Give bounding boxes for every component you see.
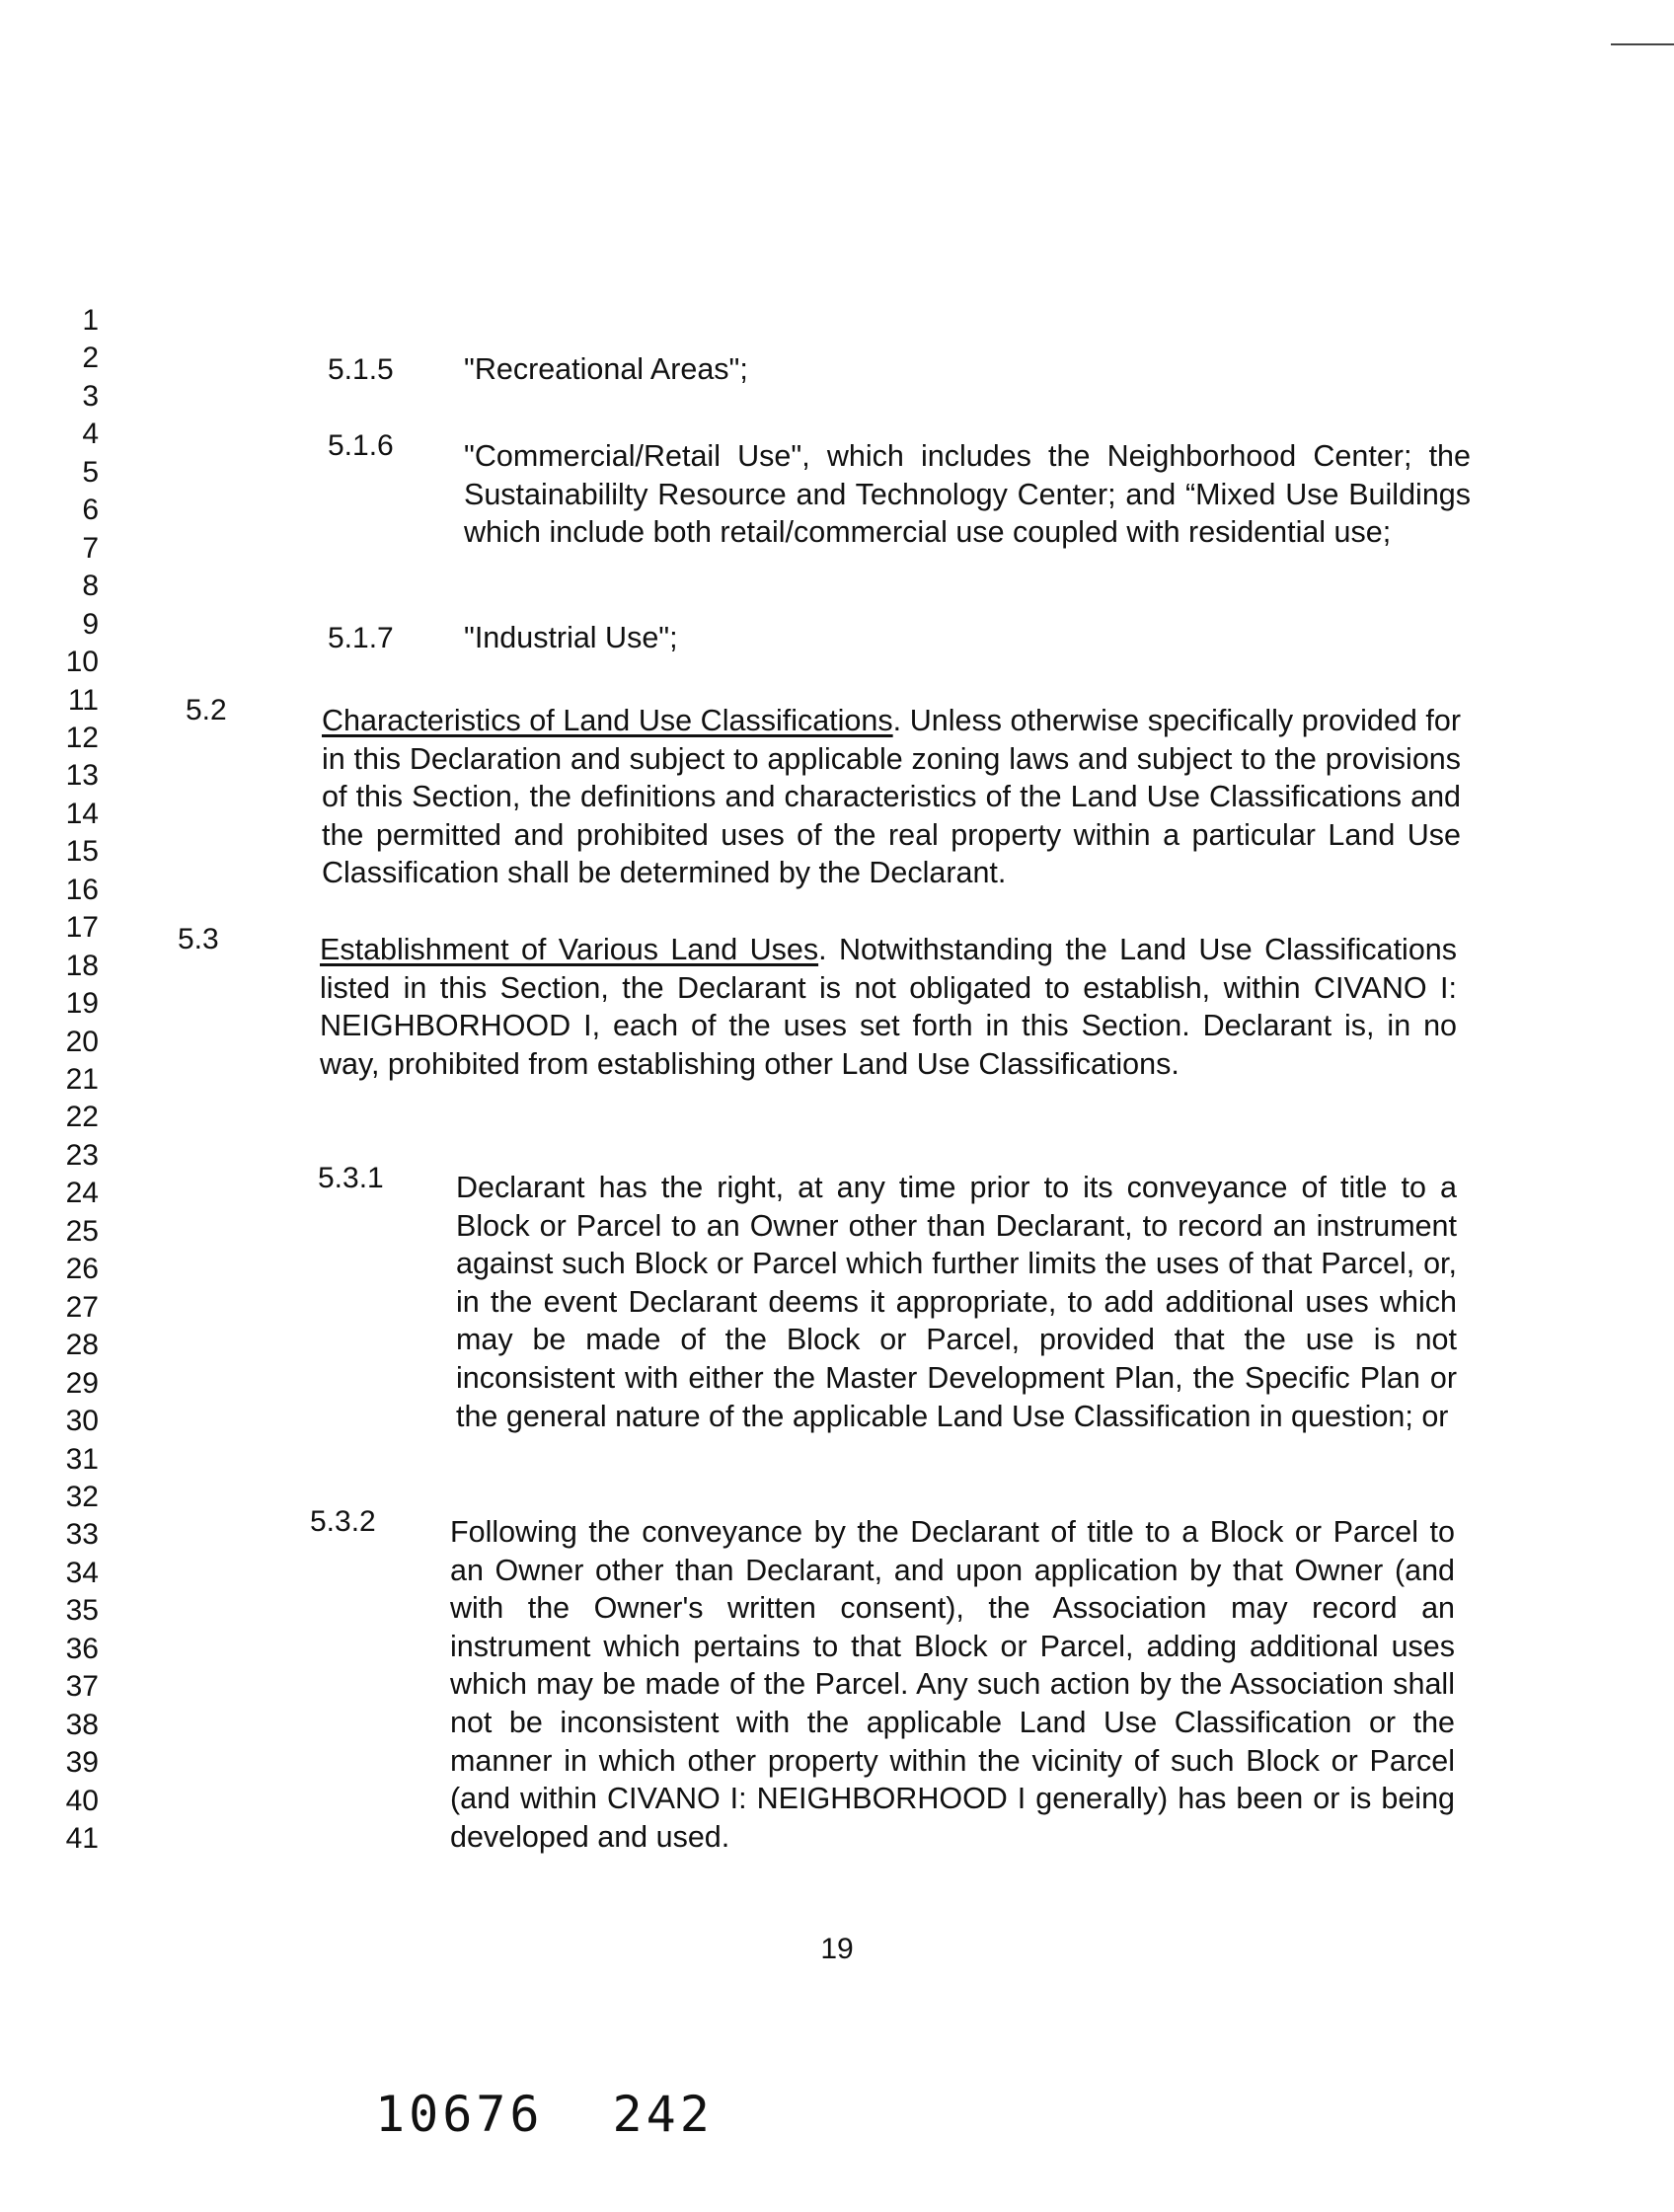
section-5-1-5-text: "Recreational Areas"; bbox=[464, 352, 748, 386]
line-number: 24 bbox=[65, 1177, 99, 1210]
section-5-3-number: 5.3 bbox=[178, 923, 219, 955]
line-number: 23 bbox=[65, 1138, 99, 1172]
line-number: 8 bbox=[82, 570, 99, 603]
section-5-3-text: . Notwithstanding the Land Use Classifications listed in this Section, the Declarant is not obligated to establish, within CIVANO I: NEIGHBORHOOD I, each of the uses set forth in this Section. Declarant is, in no way, prohibited from establishing other Land Use Classifications. bbox=[320, 933, 1457, 1081]
section-5-3-2-number: 5.3.2 bbox=[310, 1505, 376, 1538]
section-5-2-paragraph bbox=[322, 702, 1461, 892]
line-number: 36 bbox=[65, 1632, 99, 1665]
line-number: 38 bbox=[65, 1708, 99, 1741]
line-number: 26 bbox=[65, 1253, 99, 1286]
line-number: 9 bbox=[82, 607, 99, 641]
line-number: 29 bbox=[65, 1366, 99, 1400]
line-number: 1 bbox=[82, 304, 99, 337]
section-5-3-1-number: 5.3.1 bbox=[318, 1162, 384, 1194]
line-number: 16 bbox=[65, 873, 99, 906]
line-number: 17 bbox=[65, 911, 99, 945]
recording-book-number: 10676 bbox=[375, 2086, 544, 2143]
line-number: 5 bbox=[82, 455, 99, 489]
line-number: 14 bbox=[65, 797, 99, 830]
line-number: 2 bbox=[82, 342, 99, 375]
section-5-3-paragraph bbox=[320, 931, 1457, 1083]
line-number: 27 bbox=[65, 1290, 99, 1324]
line-number: 31 bbox=[65, 1442, 99, 1476]
line-number: 4 bbox=[82, 418, 99, 451]
line-number: 7 bbox=[82, 531, 99, 565]
section-5-2-number: 5.2 bbox=[186, 694, 227, 726]
line-number: 6 bbox=[82, 494, 99, 527]
line-number: 21 bbox=[65, 1063, 99, 1096]
page-number: 19 bbox=[820, 1933, 854, 1965]
line-number: 30 bbox=[65, 1405, 99, 1438]
line-number: 22 bbox=[65, 1101, 99, 1134]
line-number: 41 bbox=[65, 1822, 99, 1855]
line-number: 34 bbox=[65, 1556, 99, 1589]
section-5-3-2-text: Following the conveyance by the Declarant of title to a Block or Parcel to an Owner other than Declarant, and upon application by that Owner (and with the Owner's written consent), the Association may record an instrument which pertains to that Block or Parcel, adding additional uses which may be made of the Parcel. Any such action by the Association shall not be inconsistent with the applicable Land Use Classification or the manner in which other property within the vicinity of such Block or Parcel (and within CIVANO I: NEIGHBORHOOD I generally) has been or is being developed and used. bbox=[450, 1515, 1455, 1854]
line-number: 11 bbox=[67, 683, 99, 717]
section-5-3-heading: Establishment of Various Land Uses bbox=[320, 933, 819, 966]
recording-page-number: 242 bbox=[612, 2086, 714, 2143]
section-5-3-1-text: Declarant has the right, at any time prior to its conveyance of title to a Block or Parcel to an Owner other than Declarant, to record an instrument against such Block or Parcel which further limits the uses of that Parcel, or, in the event Declarant deems it appropriate, to add additional uses which may be made of the Block or Parcel, provided that the use is not inconsistent with either the Master Development Plan, the Specific Plan or the general nature of the applicable Land Use Classification in question; or bbox=[456, 1171, 1457, 1433]
line-number: 25 bbox=[65, 1214, 99, 1248]
section-5-1-6-number: 5.1.6 bbox=[328, 429, 394, 462]
section-5-2-heading: Characteristics of Land Use Classifications bbox=[322, 704, 893, 737]
line-number: 35 bbox=[65, 1594, 99, 1628]
line-number: 20 bbox=[65, 1025, 99, 1058]
scan-corner-mark bbox=[1611, 43, 1674, 45]
line-number: 13 bbox=[65, 759, 99, 793]
line-number: 18 bbox=[65, 949, 99, 982]
line-number: 19 bbox=[65, 987, 99, 1021]
line-number: 10 bbox=[65, 646, 99, 679]
line-number: 39 bbox=[65, 1746, 99, 1780]
recording-stamp bbox=[375, 2085, 714, 2144]
section-5-2-text: . Unless otherwise specifically provided for in this Declaration and subject to applicable zoning laws and subject to the provisions of this Section, the definitions and characteristics of the Land Use Classifications and the permitted and prohibited uses of the real property within a particular Land Use Classification shall be determined by the Declarant. bbox=[322, 704, 1461, 890]
section-5-1-7-text: "Industrial Use"; bbox=[464, 621, 678, 654]
line-number: 12 bbox=[65, 721, 99, 754]
line-number: 28 bbox=[65, 1329, 99, 1362]
line-number: 15 bbox=[65, 835, 99, 869]
line-number: 32 bbox=[65, 1480, 99, 1513]
section-5-1-6-text: "Commercial/Retail Use", which includes the Neighborhood Center; the Sustainabililty Resource and Technology Center; and “Mixed Use Buildings which include both retail/commercial use coupled with residential use; bbox=[464, 439, 1471, 550]
line-number: 3 bbox=[82, 379, 99, 413]
line-number: 33 bbox=[65, 1518, 99, 1552]
section-5-1-7-number: 5.1.7 bbox=[328, 622, 394, 654]
section-5-1-5-number: 5.1.5 bbox=[328, 353, 394, 386]
line-number: 40 bbox=[65, 1784, 99, 1817]
line-number: 37 bbox=[65, 1670, 99, 1704]
